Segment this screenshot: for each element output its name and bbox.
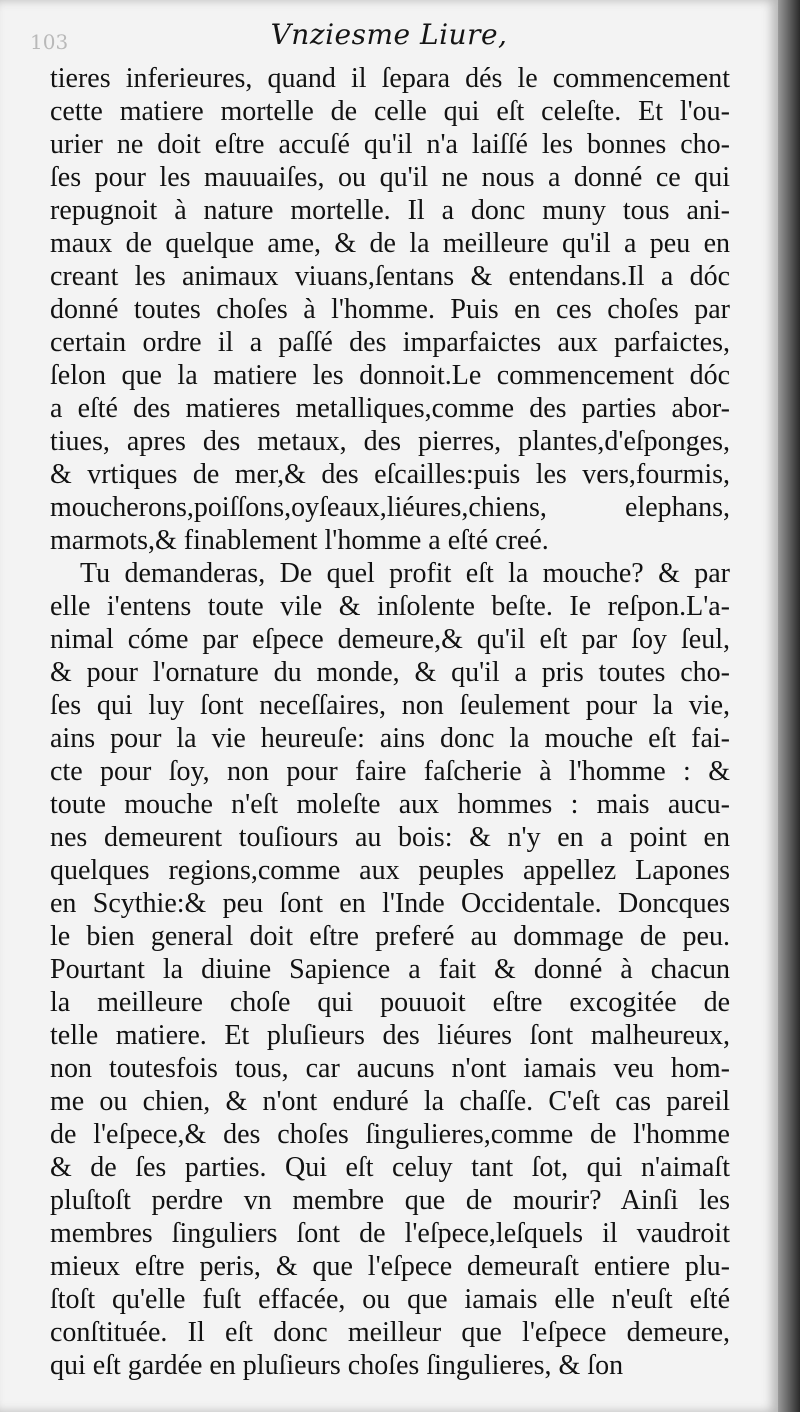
text-line: elle i'entens toute vile & inſolente beſte. Ie reſpon.L'a- <box>50 591 730 622</box>
text-line: le bien general doit eſtre preferé au dommage de peu. <box>50 921 730 952</box>
text-line: en Scythie:& peu ſont en l'Inde Occidentale. Doncques <box>50 888 730 919</box>
text-line: me ou chien, & n'ont enduré la chaſſe. C'eſt cas pareil <box>50 1086 730 1117</box>
text-line: marmots,& finablement l'homme a eſté creé. <box>50 525 549 556</box>
text-line: & de ſes parties. Qui eſt celuy tant ſot, qui n'aimaſt <box>50 1152 730 1183</box>
text-line: nimal cóme par eſpece demeure,& qu'il eſt par ſoy ſeul, <box>50 624 730 655</box>
text-line: toute mouche n'eſt moleſte aux hommes : mais aucu- <box>50 789 730 820</box>
text-line: ſtoſt qu'elle fuſt effacée, ou que iamais elle n'euſt eſté <box>50 1284 730 1315</box>
text-line: a eſté des matieres metalliques,comme des parties abor- <box>50 393 730 424</box>
text-line: non toutesfois tous, car aucuns n'ont iamais veu hom- <box>50 1053 730 1084</box>
text-line: Pourtant la diuine Sapience a fait & donné à chacun <box>50 954 730 985</box>
text-line: la meilleure choſe qui pouuoit eſtre excogitée de <box>50 987 730 1018</box>
text-line: repugnoit à nature mortelle. Il a donc muny tous ani- <box>50 195 730 226</box>
text-line: & pour l'ornature du monde, & qu'il a pris toutes cho- <box>50 657 730 688</box>
book-gutter-edge <box>778 0 800 1412</box>
page-number: 103 <box>30 30 69 54</box>
body-text <box>50 62 730 1382</box>
text-line: donné toutes choſes à l'homme. Puis en ces choſes par <box>50 294 730 325</box>
text-line: cte pour ſoy, non pour faire faſcherie à l'homme : & <box>50 756 730 787</box>
text-line: conſtituée. Il eſt donc meilleur que l'eſpece demeure, <box>50 1317 730 1348</box>
text-line: ains pour la vie heureuſe: ains donc la mouche eſt fai- <box>50 723 730 754</box>
text-line: telle matiere. Et pluſieurs des liéures ſont malheureux, <box>50 1020 730 1051</box>
text-line: nes demeurent touſiours au bois: & n'y en a point en <box>50 822 730 853</box>
text-line: membres ſinguliers ſont de l'eſpece,leſquels il vaudroit <box>50 1218 730 1249</box>
text-line: ſelon que la matiere les donnoit.Le commencement dóc <box>50 360 730 391</box>
text-line: pluſtoſt perdre vn membre que de mourir? Ainſi les <box>50 1185 730 1216</box>
text-line: ſes qui luy ſont neceſſaires, non ſeulement pour la vie, <box>50 690 730 721</box>
text-line: cette matiere mortelle de celle qui eſt celeſte. Et l'ou- <box>50 96 730 127</box>
text-line: Tu demanderas, De quel profit eſt la mouche? & par <box>80 558 730 589</box>
text-line: moucherons,poiſſons,oyſeaux,liéures,chiens, elephans, <box>50 492 730 523</box>
text-line: qui eſt gardée en pluſieurs choſes ſingulieres, & ſon <box>50 1350 624 1381</box>
text-line: mieux eſtre peris, & que l'eſpece demeuraſt entiere plu- <box>50 1251 730 1282</box>
text-line: maux de quelque ame, & de la meilleure qu'il a peu en <box>50 228 730 259</box>
text-line: urier ne doit eſtre accuſé qu'il n'a laiſſé les bonnes cho- <box>50 129 730 160</box>
running-head: Vnziesme Liure, <box>270 18 508 51</box>
text-line: tieres inferieures, quand il ſepara dés le commencement <box>50 63 730 94</box>
text-line: tiues, apres des metaux, des pierres, plantes,d'eſponges, <box>50 426 730 457</box>
text-line: ſes pour les mauuaiſes, ou qu'il ne nous a donné ce qui <box>50 162 730 193</box>
text-line: certain ordre il a paſſé des imparfaictes aux parfaictes, <box>50 327 730 358</box>
text-line: & vrtiques de mer,& des eſcailles:puis les vers,fourmis, <box>50 459 730 490</box>
text-line: creant les animaux viuans,ſentans & entendans.Il a dóc <box>50 261 730 292</box>
text-line: quelques regions,comme aux peuples appellez Lapones <box>50 855 730 886</box>
text-line: de l'eſpece,& des choſes ſingulieres,comme de l'homme <box>50 1119 730 1150</box>
